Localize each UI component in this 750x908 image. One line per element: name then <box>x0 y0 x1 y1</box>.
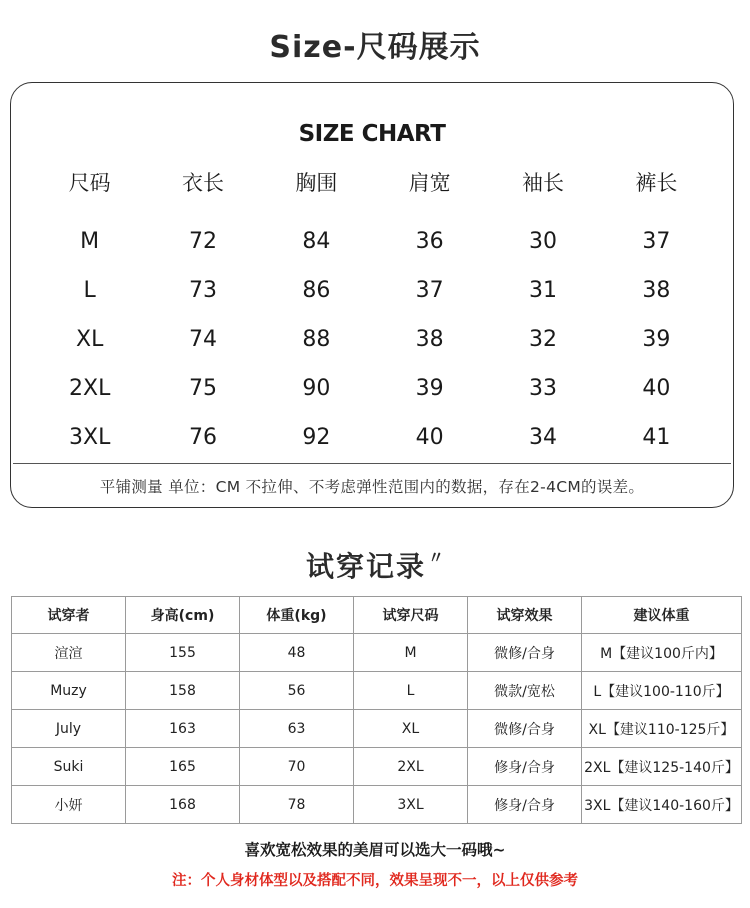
size-header-chest: 胸围 <box>295 171 338 195</box>
size-cell: 40 <box>415 425 444 450</box>
table-cell: 渲渲 <box>12 634 126 672</box>
trial-header-row <box>12 597 742 634</box>
size-chart-grid <box>33 163 713 462</box>
table-cell: 48 <box>240 634 354 672</box>
table-cell: 微修/合身 <box>468 710 582 748</box>
table-cell: M <box>354 634 468 672</box>
size-cell: 38 <box>642 278 671 303</box>
table-row <box>12 672 742 710</box>
trial-header-tester: 试穿者 <box>12 597 126 634</box>
trial-header-effect: 试穿效果 <box>468 597 582 634</box>
size-cell: 39 <box>415 376 444 401</box>
table-cell: July <box>12 710 126 748</box>
size-cell: 41 <box>642 425 671 450</box>
table-cell: Muzy <box>12 672 126 710</box>
size-cell: 74 <box>188 327 217 352</box>
table-cell: 56 <box>240 672 354 710</box>
size-cell: 36 <box>415 229 444 254</box>
size-cell: 37 <box>415 278 444 303</box>
size-cell: 39 <box>642 327 671 352</box>
footer-tip: 喜欢宽松效果的美眉可以选大一码哦~ <box>244 841 506 859</box>
size-chart-note: 平铺测量 单位：CM 不拉伸、不考虑弹性范围内的数据，存在2-4CM的误差。 <box>99 478 645 496</box>
size-cell: 84 <box>302 229 331 254</box>
table-row <box>12 748 742 786</box>
table-cell: L <box>354 672 468 710</box>
trial-title-mark: 〃 <box>428 548 445 567</box>
table-row <box>12 710 742 748</box>
size-cell: 72 <box>188 229 217 254</box>
size-cell: 30 <box>528 229 557 254</box>
trial-table <box>11 596 742 824</box>
table-cell: 165 <box>126 748 240 786</box>
size-chart-title: SIZE CHART <box>298 121 446 147</box>
size-cell: M <box>80 229 100 254</box>
size-header-sleeve: 袖长 <box>521 171 564 195</box>
size-cell: XL <box>76 327 104 352</box>
size-cell: 73 <box>188 278 217 303</box>
size-cell: 33 <box>528 376 557 401</box>
table-cell: 78 <box>240 786 354 824</box>
size-header-shoulder: 肩宽 <box>408 171 451 195</box>
footer-disclaimer: 注：个人身材体型以及搭配不同，效果呈现不一，以上仅供参考 <box>172 873 578 889</box>
trial-header-suggest: 建议体重 <box>582 597 742 634</box>
table-cell: 3XL【建议140-160斤】 <box>582 786 742 824</box>
table-cell: Suki <box>12 748 126 786</box>
size-cell: 86 <box>302 278 331 303</box>
table-cell: M【建议100斤内】 <box>582 634 742 672</box>
table-cell: L【建议100-110斤】 <box>582 672 742 710</box>
table-cell: 158 <box>126 672 240 710</box>
table-cell: 修身/合身 <box>468 786 582 824</box>
table-cell: 3XL <box>354 786 468 824</box>
trial-header-weight: 体重(kg) <box>240 597 354 634</box>
size-cell: 92 <box>302 425 331 450</box>
size-chart-panel <box>10 82 734 508</box>
table-cell: 163 <box>126 710 240 748</box>
table-row <box>12 634 742 672</box>
page-title: Size-尺码展示 <box>269 30 481 65</box>
size-cell: 75 <box>188 376 217 401</box>
table-cell: 168 <box>126 786 240 824</box>
size-cell: 40 <box>642 376 671 401</box>
trial-title-text: 试穿记录 <box>305 550 426 583</box>
size-cell: L <box>83 278 96 303</box>
trial-header-size: 试穿尺码 <box>354 597 468 634</box>
table-cell: 小妍 <box>12 786 126 824</box>
table-cell: 2XL【建议125-140斤】 <box>582 748 742 786</box>
size-cell: 90 <box>302 376 331 401</box>
table-cell: 微款/宽松 <box>468 672 582 710</box>
table-cell: 70 <box>240 748 354 786</box>
size-chart-divider <box>13 463 731 464</box>
trial-header-height: 身高(cm) <box>126 597 240 634</box>
table-cell: 2XL <box>354 748 468 786</box>
table-cell: XL【建议110-125斤】 <box>582 710 742 748</box>
size-cell: 3XL <box>69 425 111 450</box>
size-cell: 88 <box>302 327 331 352</box>
size-header-length: 衣长 <box>181 171 224 195</box>
size-cell: 76 <box>188 425 217 450</box>
size-cell: 31 <box>528 278 557 303</box>
table-cell: 155 <box>126 634 240 672</box>
table-cell: XL <box>354 710 468 748</box>
trial-title <box>0 545 750 585</box>
size-cell: 32 <box>528 327 557 352</box>
table-cell: 修身/合身 <box>468 748 582 786</box>
size-header-pants: 裤长 <box>635 171 678 195</box>
size-cell: 37 <box>642 229 671 254</box>
size-cell: 38 <box>415 327 444 352</box>
size-cell: 34 <box>528 425 557 450</box>
table-cell: 微修/合身 <box>468 634 582 672</box>
table-cell: 63 <box>240 710 354 748</box>
table-row <box>12 786 742 824</box>
size-header-size: 尺码 <box>68 171 111 195</box>
size-cell: 2XL <box>69 376 111 401</box>
size-header-gap <box>33 203 713 217</box>
